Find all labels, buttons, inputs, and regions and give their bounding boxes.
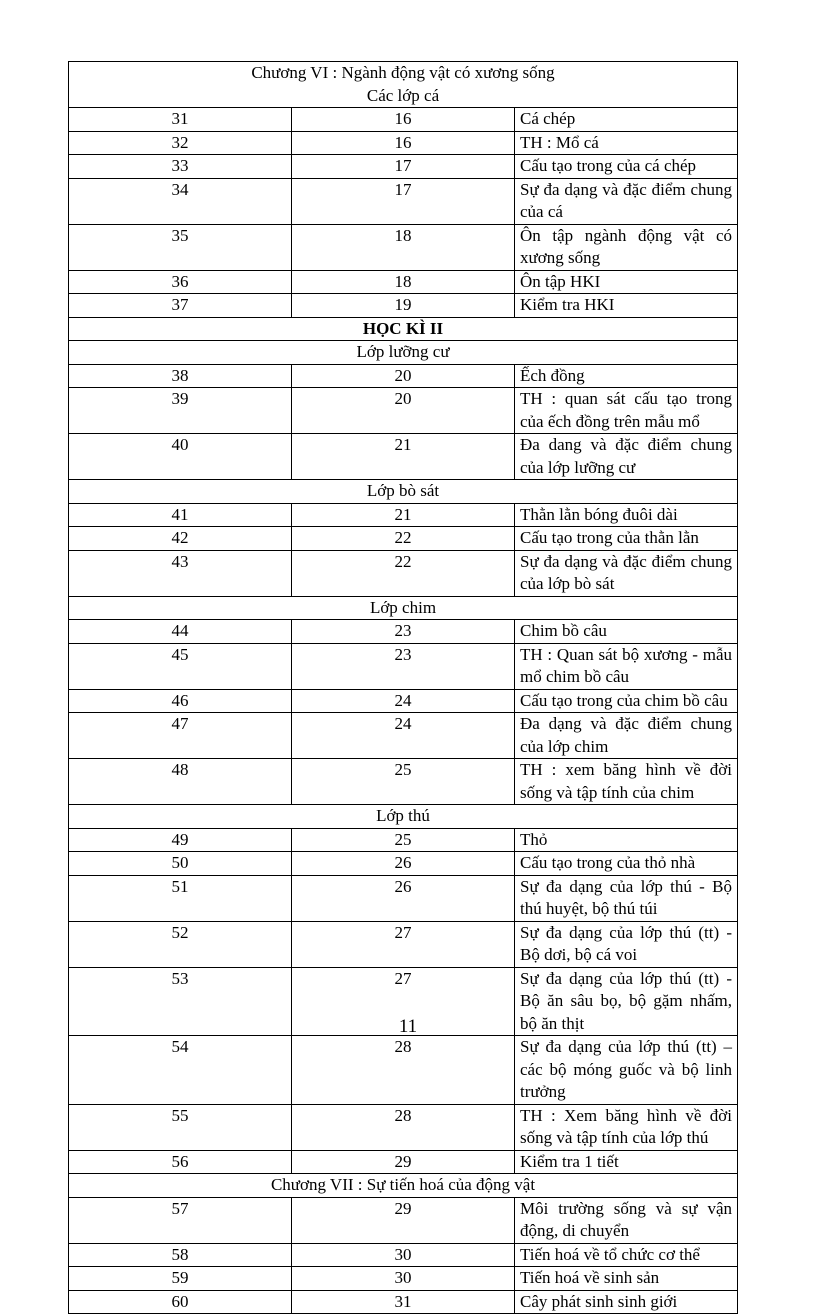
lesson-number: 31	[69, 108, 292, 132]
lesson-number: 57	[69, 1197, 292, 1243]
lesson-title: Ôn tập ngành động vật có xương sống	[515, 224, 738, 270]
section-title-ca: Các lớp cá	[366, 85, 440, 105]
week-number: 16	[292, 131, 515, 155]
lesson-title: TH : xem băng hình về đời sống và tập tính của chim	[515, 759, 738, 805]
lesson-number: 53	[69, 967, 292, 1036]
week-number: 26	[292, 875, 515, 921]
week-number: 18	[292, 224, 515, 270]
section-title-chim: Lớp chim	[69, 596, 738, 620]
chapter-header-row	[69, 62, 738, 108]
table-row	[69, 364, 738, 388]
lesson-number: 45	[69, 643, 292, 689]
table-row	[69, 1036, 738, 1105]
table-row	[69, 1243, 738, 1267]
lesson-title: Đa dang và đặc điểm chung của lớp lưỡng cư	[515, 434, 738, 480]
chapter-vi-title: Chương VI : Ngành động vật có xương sống	[251, 63, 555, 82]
week-number: 23	[292, 643, 515, 689]
lesson-title: Thỏ	[515, 828, 738, 852]
lesson-title: Cá chép	[515, 108, 738, 132]
lesson-title: Sự đa dạng và đặc điểm chung của cá	[515, 178, 738, 224]
lesson-title: Môi trường sống và sự vận động, di chuyển	[515, 1197, 738, 1243]
table-row	[69, 713, 738, 759]
section-row	[69, 341, 738, 365]
lesson-number: 40	[69, 434, 292, 480]
week-number: 27	[292, 921, 515, 967]
table-row	[69, 1197, 738, 1243]
lesson-number: 38	[69, 364, 292, 388]
lesson-title: Sự đa dạng của lớp thú (tt) – các bộ móng guốc và bộ linh trưởng	[515, 1036, 738, 1105]
lesson-number: 42	[69, 527, 292, 551]
section-row	[69, 596, 738, 620]
week-number: 28	[292, 1104, 515, 1150]
table-row	[69, 1104, 738, 1150]
week-number: 25	[292, 828, 515, 852]
page-number: 11	[398, 1016, 418, 1037]
lesson-title: Cây phát sinh sinh giới	[515, 1290, 738, 1314]
lesson-title: TH : quan sát cấu tạo trong của ếch đồng trên mẫu mổ	[515, 388, 738, 434]
table-row	[69, 852, 738, 876]
week-number: 23	[292, 620, 515, 644]
section-title-bo-sat: Lớp bò sát	[69, 480, 738, 504]
section-row	[69, 805, 738, 829]
section-row	[69, 480, 738, 504]
table-row	[69, 921, 738, 967]
lesson-title: Cấu tạo trong của thỏ nhà	[515, 852, 738, 876]
table-row	[69, 620, 738, 644]
lesson-number: 44	[69, 620, 292, 644]
lesson-number: 37	[69, 294, 292, 318]
table-row	[69, 759, 738, 805]
table-row	[69, 270, 738, 294]
lesson-number: 39	[69, 388, 292, 434]
lesson-title: Cấu tạo trong của thằn lằn	[515, 527, 738, 551]
lesson-title: Sự đa dạng của lớp thú (tt) - Bộ ăn sâu bọ, bộ gặm nhấm, bộ ăn thịt	[515, 967, 738, 1036]
lesson-title: Tiến hoá về tổ chức cơ thể	[515, 1243, 738, 1267]
lesson-title: Cấu tạo trong của cá chép	[515, 155, 738, 179]
lesson-number: 32	[69, 131, 292, 155]
table-row	[69, 828, 738, 852]
week-number: 17	[292, 178, 515, 224]
lesson-number: 54	[69, 1036, 292, 1105]
lesson-number: 58	[69, 1243, 292, 1267]
week-number: 17	[292, 155, 515, 179]
lesson-number: 48	[69, 759, 292, 805]
week-number: 22	[292, 550, 515, 596]
section-row	[69, 317, 738, 341]
lesson-number: 59	[69, 1267, 292, 1291]
table-row	[69, 224, 738, 270]
lesson-plan-table	[68, 61, 738, 1314]
table-row	[69, 108, 738, 132]
chapter-vi-heading	[69, 62, 738, 108]
table-row	[69, 155, 738, 179]
lesson-number: 35	[69, 224, 292, 270]
table-row	[69, 131, 738, 155]
lesson-number: 51	[69, 875, 292, 921]
week-number: 26	[292, 852, 515, 876]
table-row	[69, 503, 738, 527]
table-row	[69, 1290, 738, 1314]
lesson-title: TH : Xem băng hình về đời sống và tập tính của lớp thú	[515, 1104, 738, 1150]
lesson-title: Tiến hoá về sinh sản	[515, 1267, 738, 1291]
section-title-thu: Lớp thú	[69, 805, 738, 829]
table-row	[69, 1267, 738, 1291]
week-number: 30	[292, 1243, 515, 1267]
week-number: 24	[292, 713, 515, 759]
lesson-number: 50	[69, 852, 292, 876]
lesson-title: Chim bồ câu	[515, 620, 738, 644]
lesson-title: Ôn tập HKI	[515, 270, 738, 294]
table-row	[69, 1150, 738, 1174]
lesson-title: Cấu tạo trong của chim bồ câu	[515, 689, 738, 713]
lesson-number: 34	[69, 178, 292, 224]
week-number: 29	[292, 1197, 515, 1243]
lesson-number: 52	[69, 921, 292, 967]
week-number: 22	[292, 527, 515, 551]
week-number: 31	[292, 1290, 515, 1314]
table-row	[69, 178, 738, 224]
semester-heading: HỌC KÌ II	[69, 317, 738, 341]
week-number: 18	[292, 270, 515, 294]
lesson-title: Thằn lằn bóng đuôi dài	[515, 503, 738, 527]
lesson-number: 36	[69, 270, 292, 294]
week-number: 27	[292, 967, 515, 1036]
week-number: 25	[292, 759, 515, 805]
week-number: 24	[292, 689, 515, 713]
table-row	[69, 434, 738, 480]
week-number: 30	[292, 1267, 515, 1291]
table-row	[69, 388, 738, 434]
lesson-number: 60	[69, 1290, 292, 1314]
table-row	[69, 643, 738, 689]
lesson-number: 56	[69, 1150, 292, 1174]
lesson-number: 33	[69, 155, 292, 179]
lesson-number: 47	[69, 713, 292, 759]
chapter-vii-heading: Chương VII : Sự tiến hoá của động vật	[69, 1174, 738, 1198]
week-number: 21	[292, 503, 515, 527]
week-number: 21	[292, 434, 515, 480]
week-number: 28	[292, 1036, 515, 1105]
lesson-title: Đa dạng và đặc điểm chung của lớp chim	[515, 713, 738, 759]
lesson-number: 46	[69, 689, 292, 713]
week-number: 29	[292, 1150, 515, 1174]
table-row	[69, 689, 738, 713]
week-number: 16	[292, 108, 515, 132]
lesson-title: TH : Quan sát bộ xương - mẫu mổ chim bồ câu	[515, 643, 738, 689]
lesson-title: TH : Mổ cá	[515, 131, 738, 155]
lesson-number: 43	[69, 550, 292, 596]
table-row	[69, 527, 738, 551]
week-number: 20	[292, 364, 515, 388]
lesson-title: Sự đa dạng của lớp thú (tt) - Bộ dơi, bộ cá voi	[515, 921, 738, 967]
section-title-luong-cu: Lớp lưỡng cư	[69, 341, 738, 365]
lesson-number: 41	[69, 503, 292, 527]
section-row	[69, 1174, 738, 1198]
lesson-title: Ếch đồng	[515, 364, 738, 388]
table-row	[69, 294, 738, 318]
lesson-title: Sự đa dạng của lớp thú - Bộ thú huyệt, bộ thú túi	[515, 875, 738, 921]
lesson-number: 49	[69, 828, 292, 852]
lesson-title: Kiểm tra HKI	[515, 294, 738, 318]
lesson-title: Kiểm tra 1 tiết	[515, 1150, 738, 1174]
table-row	[69, 550, 738, 596]
lesson-title: Sự đa dạng và đặc điểm chung của lớp bò sát	[515, 550, 738, 596]
week-number: 20	[292, 388, 515, 434]
table-row	[69, 875, 738, 921]
week-number: 19	[292, 294, 515, 318]
lesson-number: 55	[69, 1104, 292, 1150]
